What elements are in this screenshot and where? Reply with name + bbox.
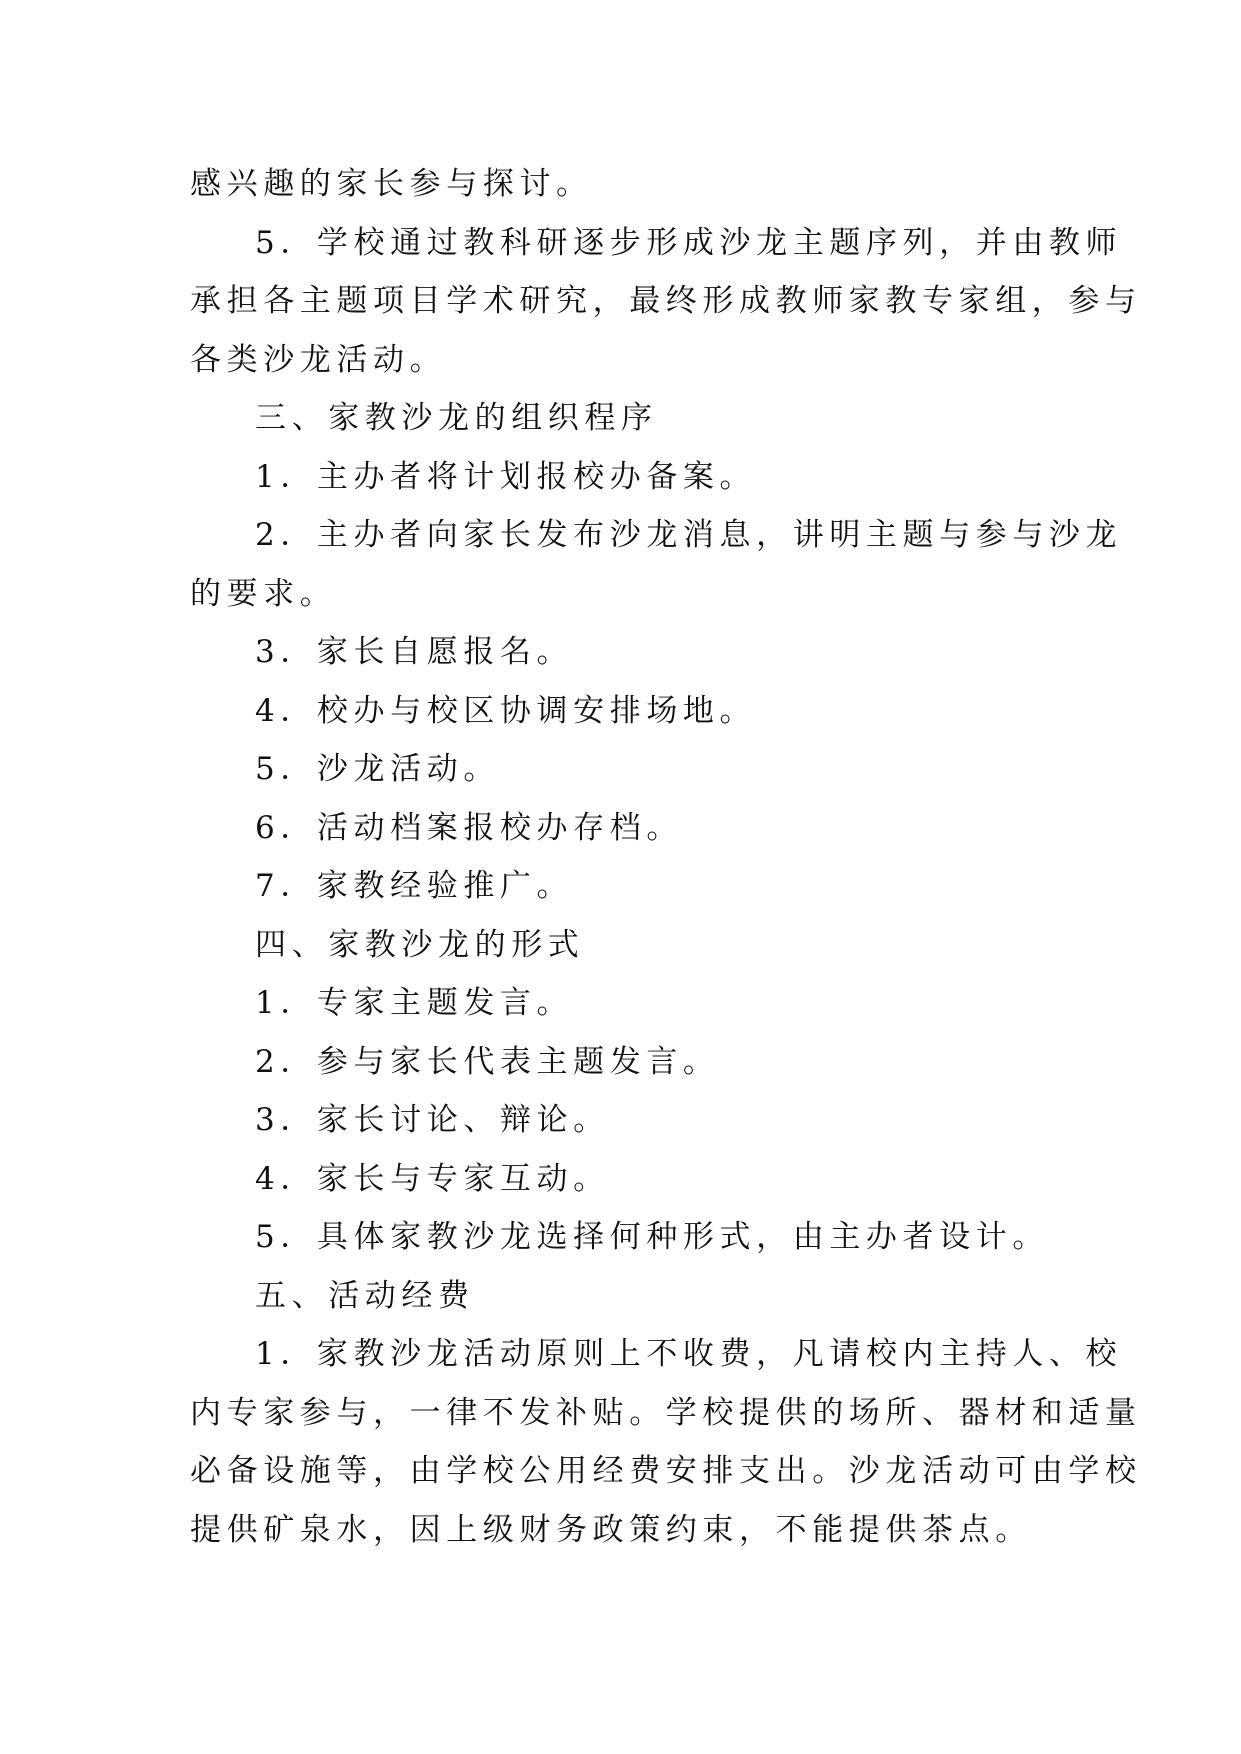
text-line: 三、家教沙龙的组织程序 <box>255 400 658 436</box>
text-line: 各类沙龙活动。 <box>190 341 447 378</box>
text-line: 1．主办者将计划报校办备案。 <box>255 458 757 495</box>
text-line: 2．参与家长代表主题发言。 <box>255 1043 720 1080</box>
text-line: 的要求。 <box>190 575 337 612</box>
text-line: 5．沙龙活动。 <box>255 751 500 787</box>
text-line: 内专家参与，一律不发补贴。学校提供的场所、器材和适量 <box>190 1394 1142 1431</box>
text-line: 1．家教沙龙活动原则上不收费，凡请校内主持人、校 <box>255 1336 1123 1372</box>
text-line: 4．家长与专家互动。 <box>255 1160 610 1197</box>
text-line: 感兴趣的家长参与探讨。 <box>190 166 593 202</box>
text-line: 五、活动经费 <box>255 1277 475 1314</box>
text-line: 必备设施等，由学校公用经费安排支出。沙龙活动可由学校 <box>190 1453 1142 1489</box>
text-line: 2．主办者向家长发布沙龙消息，讲明主题与参与沙龙 <box>255 517 1123 553</box>
text-line: 5．学校通过教科研逐步形成沙龙主题序列，并由教师 <box>255 224 1123 261</box>
document-body <box>190 155 1142 1559</box>
text-line: 四、家教沙龙的形式 <box>255 926 585 963</box>
text-line: 7．家教经验推广。 <box>255 868 574 904</box>
text-line: 4．校办与校区协调安排场地。 <box>255 692 757 729</box>
text-line: 提供矿泉水，因上级财务政策约束，不能提供茶点。 <box>190 1511 1032 1548</box>
text-line: 承担各主题项目学术研究，最终形成教师家教专家组，参与 <box>190 283 1142 319</box>
text-line: 6．活动档案报校办存档。 <box>255 809 683 846</box>
text-line: 1．专家主题发言。 <box>255 985 574 1021</box>
text-line: 3．家长讨论、辩论。 <box>255 1102 610 1138</box>
text-line: 3．家长自愿报名。 <box>255 634 574 670</box>
text-line: 5．具体家教沙龙选择何种形式，由主办者设计。 <box>255 1219 1049 1255</box>
